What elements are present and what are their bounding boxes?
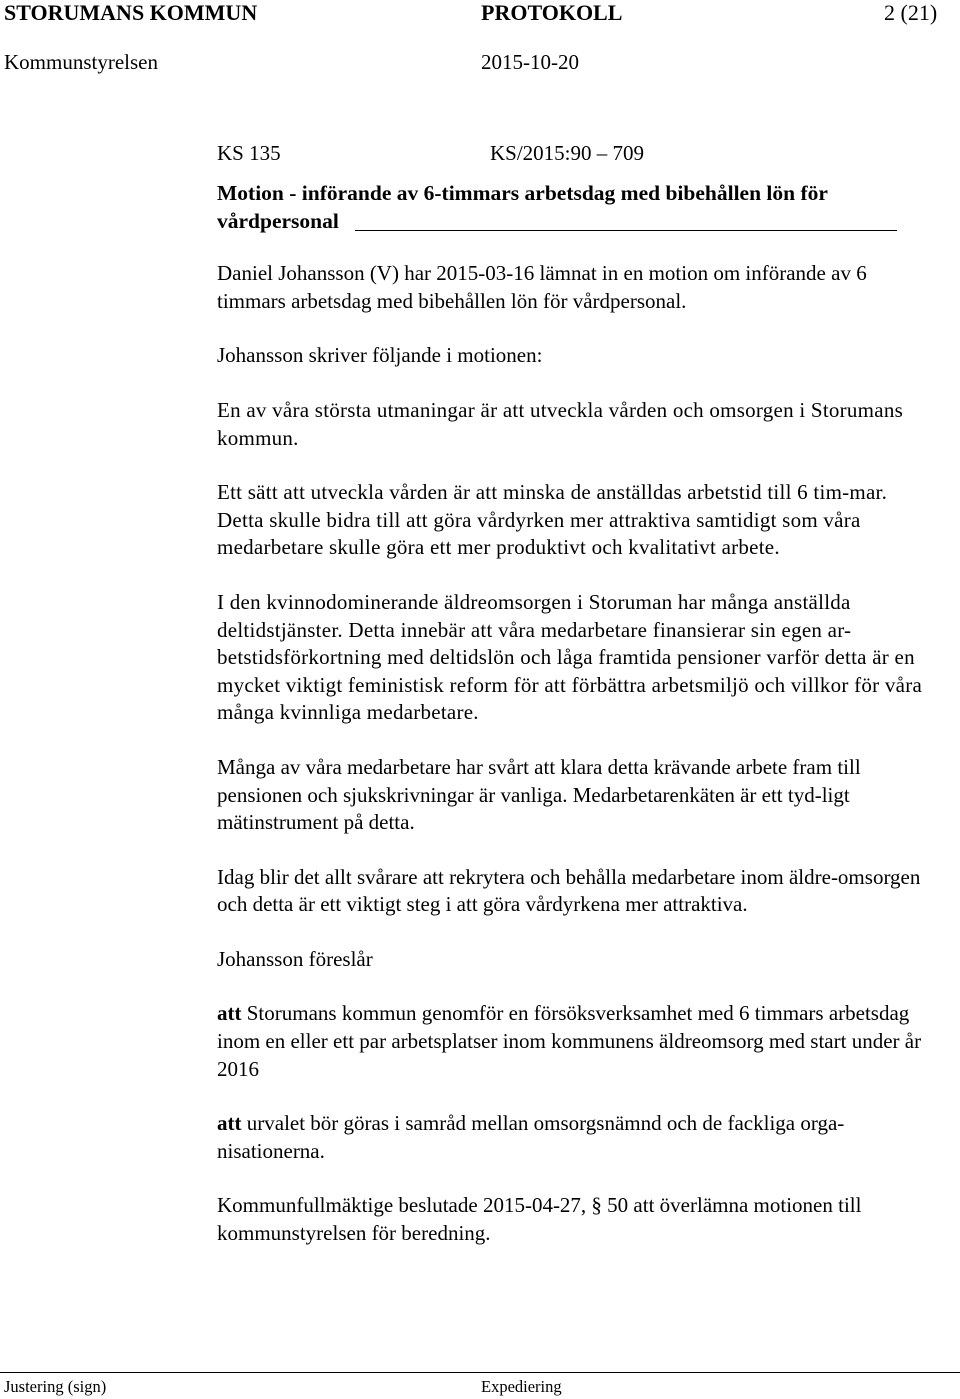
case-number: KS/2015:90 – 709 (490, 141, 645, 165)
page-number: 2 (21) (884, 0, 938, 25)
meeting-date: 2015-10-20 (481, 50, 579, 74)
page-header (0, 0, 960, 26)
paragraph-number: KS 135 (217, 141, 281, 165)
org-name: STORUMANS KOMMUN (4, 0, 258, 25)
writes-paragraph: Johansson skriver följande i motionen: (217, 343, 543, 368)
paragraph-4: Många av våra medarbetare har svårt att klara detta krävande arbete fram till pensionen och sjukskrivningar är vanliga. Medarbetarenkäten är ett tyd-ligt mätinstrument på detta. (217, 754, 861, 835)
att-clause-2-text: urvalet bör göras i samråd mellan omsorgsnämnd och de fackliga orga-nisationerna. (217, 1111, 845, 1163)
section-title (217, 180, 927, 235)
section-ids (217, 140, 927, 168)
decision-paragraph: Kommunfullmäktige beslutade 2015-04-27, § 50 att överlämna motionen till kommunstyrelsen för beredning. (217, 1193, 862, 1246)
doc-type: PROTOKOLL (481, 0, 623, 25)
page-subheader (0, 38, 960, 74)
intro-paragraph: Daniel Johansson (V) har 2015-03-16 lämnat in en motion om införande av 6 timmars arbetsdag med bibehållen lön för vårdpersonal. (217, 261, 867, 313)
title-line-1: Motion - införande av 6-timmars arbetsdag med bibehållen lön för (217, 181, 828, 205)
att-keyword: att (217, 1111, 242, 1136)
sign-label: Justering (sign) (4, 1377, 107, 1396)
att-clause-1-text: Storumans kommun genomför en försöksverksamhet med 6 timmars arbetsdag inom en eller ett par arbetsplatser inom kommunens äldreomsorg med start under år 2016 (217, 1001, 922, 1081)
title-underline (355, 230, 897, 231)
footer-rule (0, 1372, 960, 1373)
quote-paragraph-1: En av våra största utmaningar är att utveckla vården och omsorgen i Storumans kommun. (217, 397, 903, 450)
quote-paragraph-2: Ett sätt att utveckla vården är att minska de anställdas arbetstid till 6 tim-mar. Detta skulle bidra till att göra vårdyrken mer attraktiva samtidigt som våra medarbetare skulle göra ett mer produktivt och kvalitativt arbete. (217, 480, 888, 560)
protocol-body (217, 140, 927, 1275)
att-keyword: att (217, 1001, 242, 1026)
att-clause-2 (217, 1110, 927, 1165)
body-name: Kommunstyrelsen (4, 50, 158, 74)
dispatch-label: Expediering (481, 1377, 562, 1396)
quote-paragraph-3: I den kvinnodominerande äldreomsorgen i Storuman har många anställda deltidstjänster. Detta innebär att våra medarbetare finansierar sin egen ar-betstidsförkortning med deltidslön och låga framtida pensioner varför detta är en mycket viktigt feministisk reform för att förbättra arbetsmiljö och villkor för våra många kvinnliga medarbetare. (217, 589, 923, 725)
att-clause-1 (217, 1000, 927, 1083)
paragraph-5: Idag blir det allt svårare att rekrytera och behålla medarbetare inom äldre-omsorgen och detta är ett viktigt steg i att göra vårdyrkena mer attraktiva. (217, 864, 921, 917)
proposes-paragraph: Johansson föreslår (217, 946, 373, 971)
title-line-2: vårdpersonal (217, 208, 339, 233)
